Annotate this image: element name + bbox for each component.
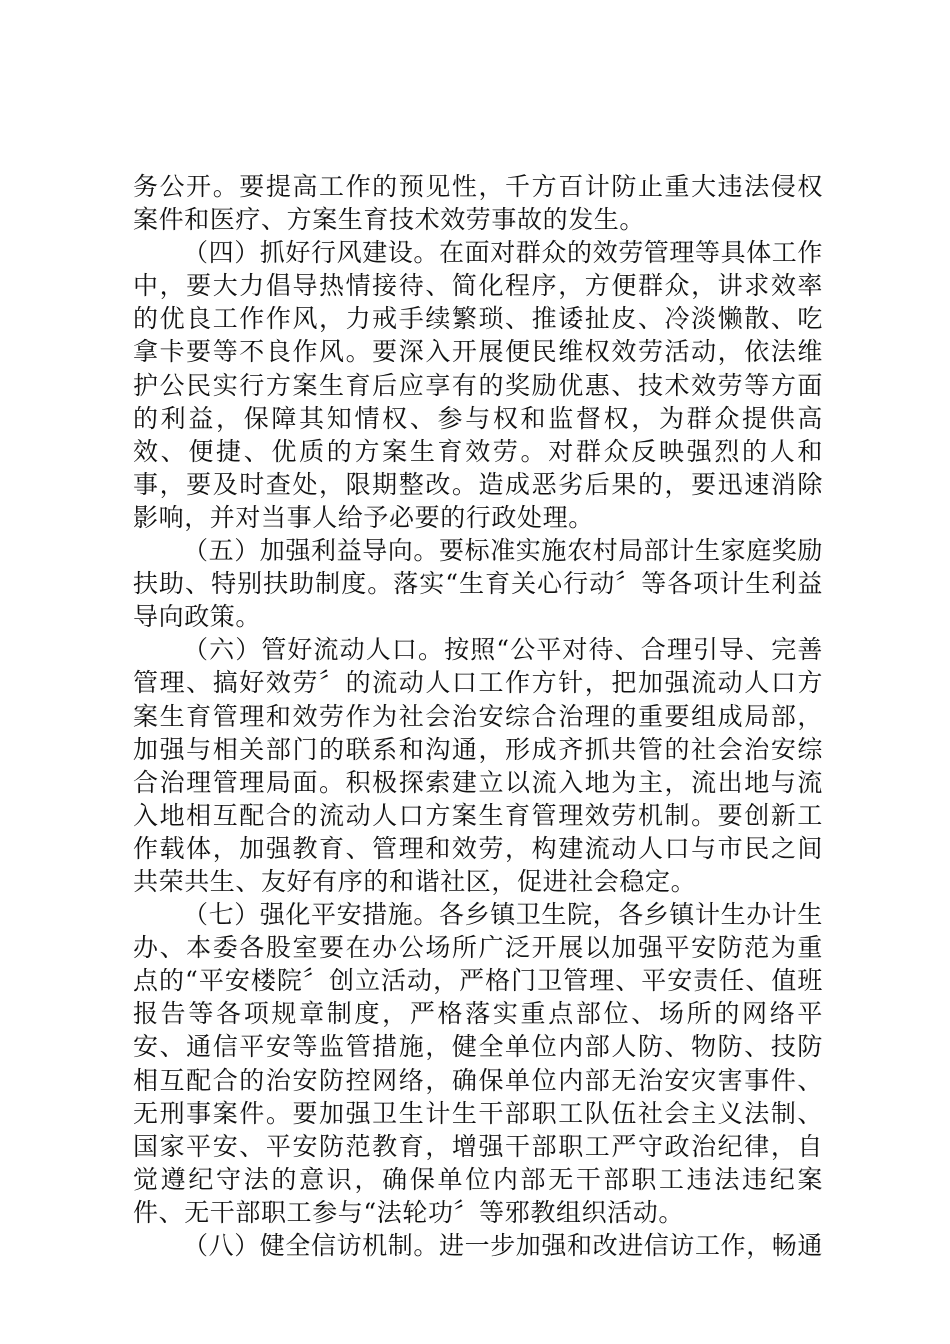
paragraph-continuation: 务公开。要提高工作的预见性，千方百计防止重大违法侵权案件和医疗、方案生育技术效劳事故的发生。 xyxy=(133,172,823,235)
document-body xyxy=(133,170,823,1262)
paragraph-section-4: （四）抓好行风建设。在面对群众的效劳管理等具体工作中，要大力倡导热情接待、简化程序，方便群众，讲求效率的优良工作作风，力戒手续繁琐、推诿扯皮、冷淡懒散、吃拿卡要等不良作风。要深入开展便民维权效劳活动，依法维护公民实行方案生育后应享有的奖励优惠、技术效劳等方面的利益，保障其知情权、参与权和监督权，为群众提供高效、便捷、优质的方案生育效劳。对群众反映强烈的人和事，要及时查处，限期整改。造成恶劣后果的，要迅速消除影响，并对当事人给予必要的行政处理。 xyxy=(133,238,824,532)
paragraph-section-8: （八）健全信访机制。进一步加强和改进信访工作，畅通 xyxy=(183,1231,824,1260)
paragraph-section-7: （七）强化平安措施。各乡镇卫生院，各乡镇计生办计生办、本委各股室要在办公场所广泛开展以加强平安防范为重点的“平安楼院〞创立活动，严格门卫管理、平安责任、值班报告等各项规章制度，严格落实重点部位、场所的网络平安、通信平安等监管措施，健全单位内部人防、物防、技防相互配合的治安防控网络，确保单位内部无治安灾害事件、无刑事案件。要加强卫生计生干部职工队伍社会主义法制、国家平安、平安防范教育，增强干部职工严守政治纪律，自觉遵纪守法的意识，确保单位内部无干部职工违法违纪案件、无干部职工参与“法轮功〞等邪教组织活动。 xyxy=(133,900,824,1227)
paragraph-section-5: （五）加强利益导向。要标准实施农村局部计生家庭奖励扶助、特别扶助制度。落实“生育关心行动〞等各项计生利益导向政策。 xyxy=(133,536,824,632)
paragraph-section-6: （六）管好流动人口。按照“公平对待、合理引导、完善管理、搞好效劳〞的流动人口工作方针，把加强流动人口方案生育管理和效劳作为社会治安综合治理的重要组成局部，加强与相关部门的联系和沟通，形成齐抓共管的社会治安综合治理管理局面。积极探索建立以流入地为主，流出地与流入地相互配合的流动人口方案生育管理效劳机制。要创新工作载体，加强教育、管理和效劳，构建流动人口与市民之间共荣共生、友好有序的和谐社区，促进社会稳定。 xyxy=(133,635,823,896)
